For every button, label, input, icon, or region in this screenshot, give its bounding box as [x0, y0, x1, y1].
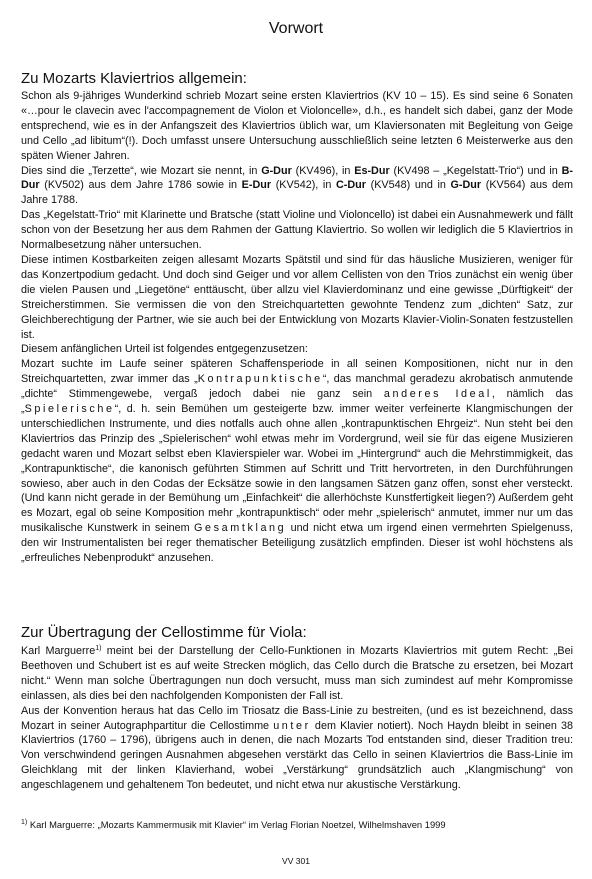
paragraph: Aus der Konvention heraus hat das Cello im Triosatz die Bass-Linie zu bestreiten, (und es ist bezeichnend, dass Mozart in seiner Autographpartitur die Cellostimme unter dem Klavier notiert). Noch Haydn bleibt in seinen 38 Klaviertrios (1760 – 1796), übrigens auch in denen, die nach Mozarts Tod entstanden sind, dieser Tradition treu: Von verschwindend geringen Ausnahmen abgesehen verstärkt das Cello in seinen Klaviertrios die Bass-Linie im Gleichklang mit der linken Klavierhand, wobei „Verstärkung“ grundsätzlich auch „Klangmischung“ von angeschlagenem und gehaltenem Ton bedeutet, und nicht etwa nur akustische Verstärkung. — [21, 704, 573, 792]
section-heading-viola-transcription: Zur Übertragung der Cellostimme für Viola: — [21, 624, 307, 641]
paragraph: Mozart suchte im Laufe seiner späteren Schaffensperiode in all seinen Kompositionen, nicht nur in den Streichquartetten, zwar immer das „Kontrapunktische“, das manchmal geradezu akrobatisch anmutende „dichte“ Stimmengewebe, vergaß jedoch dabei nie ganz sein anderes Ideal, nämlich das „Spielerische“, d. h. sein Bemühen um gesteigerte bzw. immer weiter verfeinerte Klangmischungen der unterschiedlichen Instrumente, und dies notfalls auch ohne allen „kontrapunktischen Ehrgeiz“. Nun steht bei den Klaviertrios das Prinzip des „Spielerischen“ wohl etwas mehr im Vordergrund, weil sie für das eigene Musizieren gedacht waren und Mozart selbst eben Klavierspieler war. Wobei im „Hintergrund“ auch die Mehrstimmigkeit, das „Kontrapunktische“, die kanonisch geführten Stimmen auf Schritt und Tritt hervortreten, in den Durchführungen sowieso, aber auch in den Codas der Ecksätze sowie in den langsamen Sätzen ganz offen, sonst eher versteckt. (Und kann nicht gerade in der Bemühung um „Einfachkeit“ die allerhöchste Kunstfertigkeit liegen?) Außerdem geht es Mozart, egal ob seine Komposition mehr „kontrapunktisch“ oder mehr „spielerisch“ anmutet, immer nur um das musikalische Kunstwerk in seinem Gesamtklang und nicht etwa um irgend einen vermehrten Spielgenuss, den wir Instrumentalisten bei reger thematischer Beteiligung zusätzlich empfinden. Dieser ist wohl höchstens als „erfreuliches Nebenprodukt“ anzusehen. — [21, 358, 573, 565]
page-number: VV 301 — [282, 856, 310, 866]
paragraph: Diese intimen Kostbarkeiten zeigen allesamt Mozarts Spätstil und sind für das häusliche Musizieren, weniger für das Konzertpodium gedacht. Und doch sind Geiger und vor allem Cellisten von den Trios zunächst ein wenig über die vielen Pausen und „Liegetöne“ enttäuscht, über allzu viel Klavierdominanz und eine gewisse „Dürftigkeit“ der Streicherstimmen. Sie vermissen die von den Streichquartetten gewohnte Tendenz zum „dichten“ Satz, zur Gleichberechtigung der Partner, wie sie auch bei der Entwicklung von Mozarts Klavier-Violin-Sonaten festzustellen ist. — [21, 253, 573, 341]
footnote-marker: 1) — [21, 819, 28, 826]
footnote: $^{1)}$ Karl Marguerre: „Mozarts Kammermusik mit Klavier“ im Verlag Florian Noetzel, Wilhelmshaven 1999 — [21, 819, 446, 830]
section-body-mozart-trios — [21, 89, 573, 566]
paragraph: Dies sind die „Terzette“, wie Mozart sie nennt, in G-Dur (KV496), in Es-Dur (KV498 – „Kegelstatt-Trio“) und in B-Dur (KV502) aus dem Jahre 1786 sowie in E-Dur (KV542), in C-Dur (KV548) und in G-Dur (KV564) aus dem Jahre 1788. — [21, 164, 573, 207]
paragraph: Karl Marguerre$^{1)}$ meint bei der Darstellung der Cello-Funktionen in Mozarts Klaviertrios mit gutem Recht: „Bei Beethoven und Schubert ist es auf weite Strecken möglich, das Cello durch die Bratsche zu ersetzen, bei Mozart nicht.“ Wenn man solche Übertragungen nun doch versucht, muss man sich zumindest auf mehr Kompromisse einlassen, als dies bei den nachfolgenden Komponisten der Fall ist. — [21, 645, 573, 702]
footnote-reference: 1) — [95, 645, 102, 652]
paragraph: Das „Kegelstatt-Trio“ mit Klarinette und Bratsche (statt Violine und Violoncello) ist dabei ein Ausnahmewerk und fällt schon von der Besetzung her aus dem Rahmen der Gattung Klaviertrio. So wollen wir lediglich die 5 Klaviertrios in Normalbesetzung näher untersuchen. — [21, 209, 573, 252]
section-body-viola-transcription — [21, 644, 573, 793]
section-heading-mozart-trios: Zu Mozarts Klaviertrios allgemein: — [21, 70, 247, 87]
paragraph: Schon als 9-jähriges Wunderkind schrieb Mozart seine ersten Klaviertrios (KV 10 – 15). Es sind seine 6 Sonaten «…pour le clavecin avec l'accompagnement de Violon et Violoncelle», d.h., es handelt sich dabei, ganz der Mode entsprechend, wie es in der Anfangszeit des Klaviertrios üblich war, um Klaviersonaten mit Begleitung von Geige und Cello „ad libitum“(!). Doch umfasst unsere Untersuchung ausschließlich seine letzten 6 Meisterwerke aus den späten Wiener Jahren. — [21, 90, 573, 162]
page-title: Vorwort — [268, 20, 324, 37]
paragraph: Diesem anfänglichen Urteil ist folgendes entgegenzusetzen: — [21, 343, 308, 356]
